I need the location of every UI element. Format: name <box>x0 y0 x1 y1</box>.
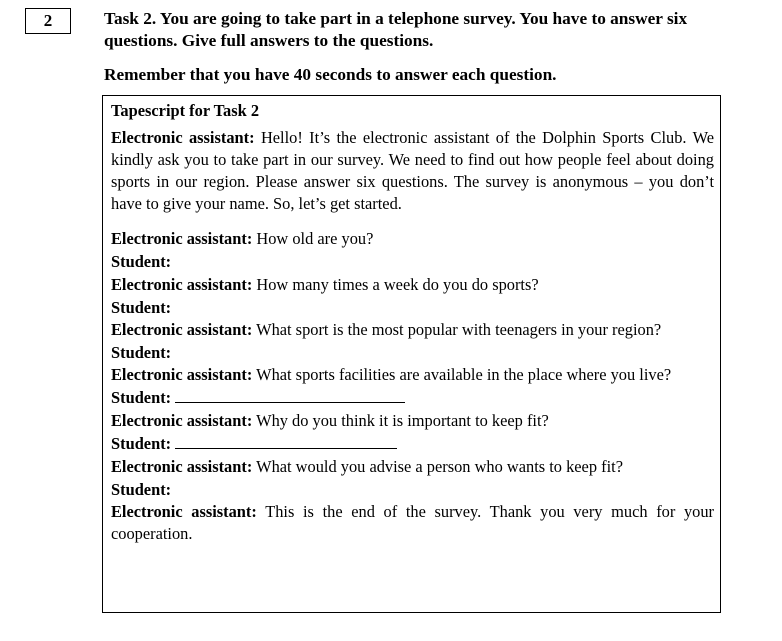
task-number: 2 <box>43 11 53 30</box>
assistant-intro <box>111 127 714 215</box>
question-text: Why do you think it is important to keep fit? <box>256 411 549 430</box>
task-instructions: Task 2. You are going to take part in a telephone survey. You have to answer six questions. Give full answers to the questions. <box>104 9 688 50</box>
speaker-label: Electronic assistant: <box>111 275 253 294</box>
assistant-question-3 <box>111 319 714 341</box>
speaker-label: Electronic assistant: <box>111 502 257 521</box>
student-label: Student: <box>111 434 172 453</box>
student-answer-6 <box>111 478 714 501</box>
speaker-label: Electronic assistant: <box>111 229 253 248</box>
speaker-label: Electronic assistant: <box>111 411 253 430</box>
student-label: Student: <box>111 388 172 407</box>
student-label: Student: <box>111 298 172 317</box>
question-text: How old are you? <box>256 229 374 248</box>
question-text: What sports facilities are available in the place where you live? <box>256 365 672 384</box>
student-answer-4 <box>111 386 714 409</box>
assistant-question-5 <box>111 409 714 432</box>
intro-text: Hello! It’s the electronic assistant of the Dolphin Sports Club. We kindly ask you to take part in our survey. We need to find out how people feel about doing sports in our region. Please answer six questions. The survey is anonymous – you don’t have to give your name. So, let’s get started. <box>111 128 715 213</box>
student-label: Student: <box>111 343 172 362</box>
assistant-closing <box>111 501 714 545</box>
answer-line <box>175 434 397 449</box>
question-text: What sport is the most popular with teenagers in your region? <box>256 320 662 339</box>
speaker-label: Electronic assistant: <box>111 457 253 476</box>
speaker-label: Electronic assistant: <box>111 320 253 339</box>
assistant-question-2 <box>111 273 714 296</box>
time-reminder: Remember that you have 40 seconds to answer each question. <box>104 65 557 84</box>
student-label: Student: <box>111 252 172 271</box>
student-answer-5 <box>111 432 714 455</box>
tapescript-title: Tapescript for Task 2 <box>111 101 260 120</box>
student-answer-3 <box>111 341 714 364</box>
question-text: What would you advise a person who wants to keep fit? <box>256 457 623 476</box>
closing-text: This is the end of the survey. Thank you very much for your cooperation. <box>111 502 715 543</box>
tapescript-box <box>102 95 721 613</box>
student-answer-1 <box>111 250 714 273</box>
task-number-box <box>25 8 71 34</box>
assistant-question-6 <box>111 455 714 478</box>
assistant-question-4 <box>111 364 714 386</box>
student-label: Student: <box>111 480 172 499</box>
student-answer-2 <box>111 296 714 319</box>
assistant-question-1 <box>111 227 714 250</box>
speaker-label: Electronic assistant: <box>111 128 255 147</box>
speaker-label: Electronic assistant: <box>111 365 253 384</box>
answer-line <box>175 388 405 403</box>
question-text: How many times a week do you do sports? <box>256 275 539 294</box>
